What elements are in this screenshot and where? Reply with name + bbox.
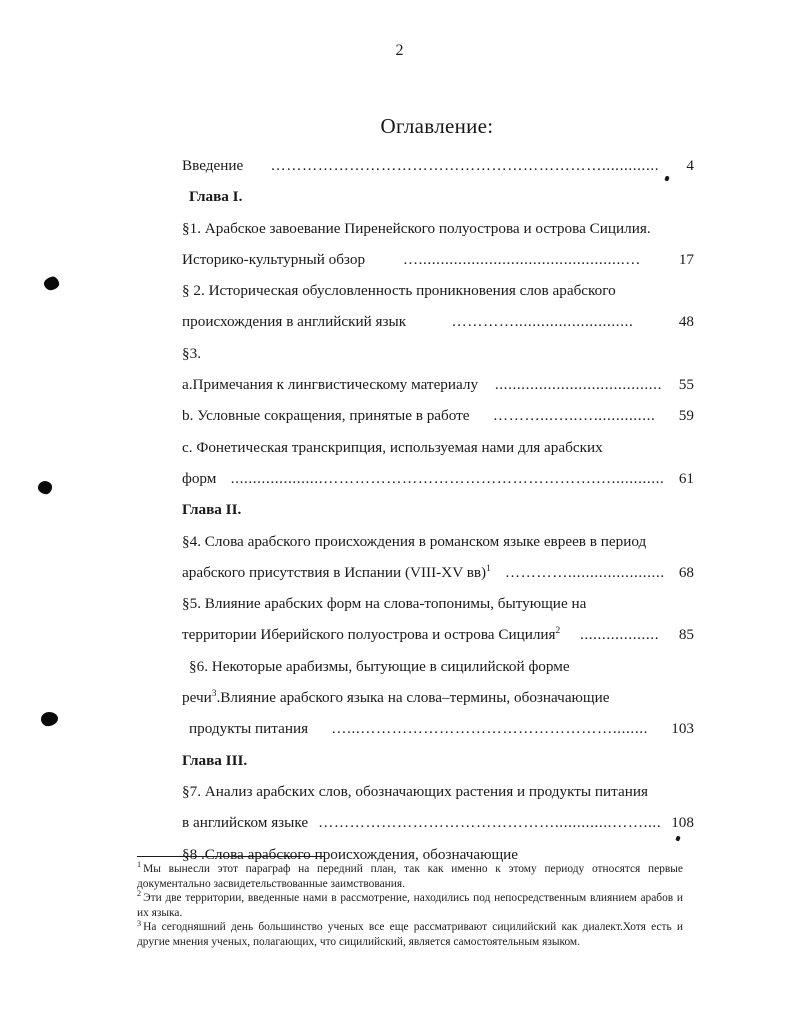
footnote-1 <box>137 862 683 891</box>
toc-entry-text-main: речи <box>182 689 212 707</box>
footnote-2 <box>137 891 683 920</box>
toc-entry-text: форм <box>182 469 217 487</box>
toc-entry-par4-line1: §4. Слова арабского происхождения в романском языке евреев в период <box>182 532 647 550</box>
toc-entry-text-cont: .Влияние арабского языка на слова–термины, обозначающие <box>216 689 610 707</box>
toc-entry-par3-b <box>182 400 694 431</box>
toc-entry-par5-line1: §5. Влияние арабских форм на слова-топонимы, бытующие на <box>182 595 587 613</box>
footnote-text: Мы вынесли этот параграф на передний план, так как именно к этому периоду относятся первые документально засвидетельствованные заимствования. <box>137 863 683 890</box>
toc-entry-par3-a <box>182 369 694 400</box>
toc-leader: .....................…………………………………………….…............ <box>230 469 665 487</box>
toc-leader: ………………………………………………………............. <box>270 157 660 174</box>
toc-entry-par3-c-line2 <box>182 463 694 494</box>
footnote-ref-2: 2 <box>555 626 561 637</box>
footnote-marker-1: 1 <box>137 860 142 870</box>
footnote-3 <box>137 920 683 949</box>
toc-heading-chapter-1: Глава I. <box>189 188 243 206</box>
footnote-text: На сегодняшний день большинство ученых все еще рассматривают сицилийский как диалект.Хотя есть и другие мнения ученых, полагающих, что сицилийский, является самостоятельным языком. <box>137 921 683 948</box>
toc-entry-text <box>182 619 560 650</box>
toc-page: 55 <box>678 376 694 394</box>
toc-leader: ...................................... <box>494 376 662 394</box>
toc-entry-par3-c-line1: c. Фонетическая транскрипция, используемая нами для арабских <box>182 438 603 456</box>
toc-entry-par5-line2 <box>182 619 694 650</box>
footnote-marker-3: 3 <box>137 918 142 928</box>
ink-blot-artifact <box>40 711 58 727</box>
toc-entry-par6-line1: §6. Некоторые арабизмы, бытующие в сицилийской форме <box>189 657 570 675</box>
toc-leader: …...............................................… <box>402 250 642 268</box>
toc-page: 103 <box>671 720 694 738</box>
toc-page: 85 <box>678 626 694 644</box>
toc-leader: …………...................... <box>504 563 665 581</box>
toc-entry-text: Введение <box>182 157 244 174</box>
toc-entry-text: продукты питания <box>189 720 309 738</box>
toc-page: 59 <box>678 407 694 425</box>
footnote-ref-3: 3 <box>211 688 217 699</box>
ink-blot-artifact <box>43 275 61 291</box>
footnote-text: Эти две территории, введенные нами в рассмотрение, находились под непосредственным влиянием арабов и их языка. <box>137 892 683 919</box>
toc-entry-vvedenie <box>182 150 694 181</box>
toc-page: 68 <box>678 563 694 581</box>
toc-entry-par6-line3 <box>182 713 694 744</box>
toc-entry-par1-line1: §1. Арабское завоевание Пиренейского полуострова и острова Сицилия. <box>182 219 651 237</box>
toc-heading-chapter-2: Глава II. <box>182 501 242 519</box>
toc-entry-par8: §8 .Слова арабского происхождения, обозначающие <box>182 845 519 863</box>
toc-leader: …………........................... <box>451 313 634 331</box>
ink-blot-artifact <box>37 480 53 495</box>
toc-entry-text: b. Условные сокращения, принятые в работе <box>182 407 470 425</box>
toc-entry-text: Историко-культурный обзор <box>182 250 366 268</box>
toc-page: 4 <box>686 157 694 174</box>
toc-entry-par4-line2 <box>182 557 694 588</box>
toc-leader: ……………………………………….............…….... <box>318 814 662 832</box>
toc-entry-par7-line2 <box>182 807 694 838</box>
toc-page: 108 <box>671 814 694 832</box>
footnote-separator-rule <box>137 856 325 857</box>
footnote-marker-2: 2 <box>137 889 142 899</box>
toc-entry-par2-line2 <box>182 306 694 337</box>
toc-entry-text-main: территории Иберийского полуострова и острова Сицилия <box>182 626 556 644</box>
toc-entry-par1-line2 <box>182 244 694 275</box>
toc-entry-par7-line1: §7. Анализ арабских слов, обозначающих растения и продукты питания <box>182 782 648 800</box>
footnotes-section <box>137 856 683 950</box>
toc-page: 48 <box>678 313 694 331</box>
toc-leader: …...…………………………………………........ <box>331 720 649 738</box>
toc-entry-par3: §3. <box>182 344 201 362</box>
footnote-ref-1: 1 <box>486 563 491 574</box>
toc-leader: ………...…..….............. <box>492 407 656 425</box>
page-number: 2 <box>395 42 404 59</box>
toc-page: 17 <box>678 250 694 268</box>
toc-entry-text <box>182 557 491 588</box>
toc-page: 61 <box>678 469 694 487</box>
toc-heading-chapter-3: Глава III. <box>182 751 248 769</box>
toc-entry-par2-line1: § 2. Историческая обусловленность проникновения слов арабского <box>182 282 616 300</box>
toc-entry-text-main: арабского присутствия в Испании (VIII-XV вв) <box>182 563 487 581</box>
toc-entry-text: происхождения в английский язык <box>182 313 407 331</box>
toc-entry-text: в английском языке <box>182 814 309 832</box>
page-title: Оглавление: <box>380 114 494 138</box>
table-of-contents <box>182 150 694 870</box>
toc-entry-par6-line2 <box>182 682 694 713</box>
toc-leader: .................. <box>579 626 660 644</box>
toc-entry-text: a.Примечания к лингвистическому материалу <box>182 376 479 394</box>
